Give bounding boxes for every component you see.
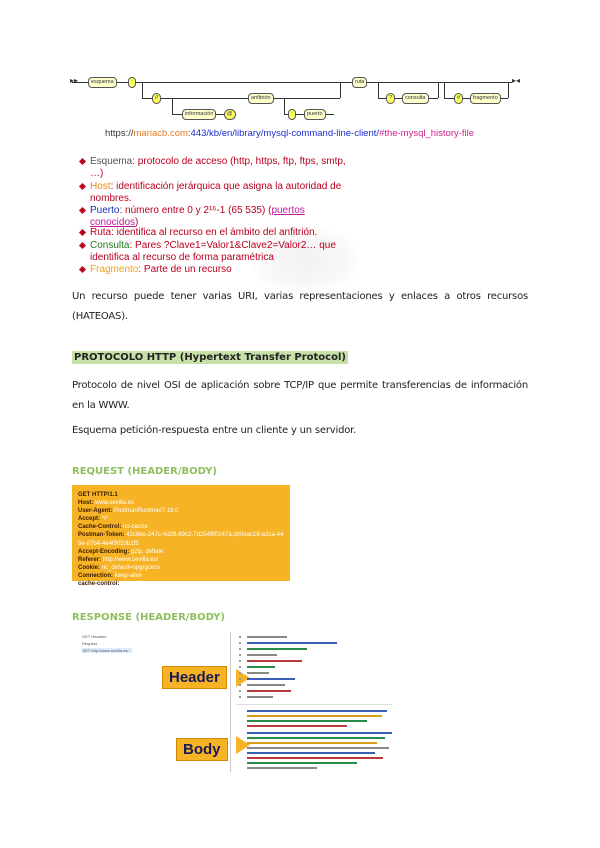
- request-line: Referer: http://www.sevilla.es/: [78, 556, 159, 563]
- diagram-start-marker: ▸▸: [70, 76, 79, 85]
- response-title: RESPONSE (HEADER/BODY): [72, 612, 225, 623]
- bullet-text: : identificación jerárquica que asigna la autoridad de nombres.: [90, 181, 342, 204]
- diamond-bullet-icon: [79, 158, 86, 165]
- section-title-text: PROTOCOLO HTTP (Hypertext Transfer Protocol): [74, 352, 346, 363]
- bullet-ruta: [80, 227, 350, 239]
- bullet-label: Fragmento: [90, 264, 139, 275]
- response-code-lines: [237, 634, 397, 770]
- node-colon-port: :: [288, 109, 296, 120]
- body-label: Body: [176, 738, 228, 761]
- request-example-box: [72, 485, 290, 588]
- left-row: Request: [82, 641, 97, 646]
- bullet-text: : identifica al recurso en el ámbito del anfitrión.: [111, 227, 318, 238]
- bullet-text: : Pares ?Clave1=Valor1&Clave2=Valor2… que identifica al recurso de forma paramétrica: [90, 240, 336, 263]
- request-line: GET HTTP/1.1: [78, 492, 118, 498]
- request-line: Postman-Token: 42c6be-247c-4d28-89c2-7d2548f0247a,d00eac19-a2ca-445e-87b4-4e4f9053b1f5: [78, 532, 284, 547]
- diagram-end-marker: ▸◂: [512, 76, 521, 85]
- request-line: Accept: */*: [78, 516, 109, 523]
- node-colon: :: [128, 77, 136, 88]
- request-line: cache-control: no-cache: [78, 581, 146, 588]
- bullet-text-after: ): [135, 216, 139, 228]
- paragraph-resources: Un recurso puede tener varias URI, varias representaciones y enlaces a otros recursos (HATEOAS).: [72, 291, 528, 322]
- node-consulta: consulta: [402, 93, 429, 104]
- left-row-selected[interactable]: GET http://www.sevilla.es/...: [82, 648, 132, 653]
- request-line: Accept-Encoding: gzip, deflate: [78, 548, 164, 555]
- request-line: Cookie: ric_default=spgrgcess: [78, 564, 161, 571]
- request-line: User-Agent: PostmanRuntime/7.19.0: [78, 508, 179, 515]
- node-puerto: puerto: [304, 109, 326, 120]
- example-url[interactable]: [105, 128, 474, 139]
- node-ruta: ruta: [352, 77, 367, 88]
- bullet-host: [80, 181, 350, 204]
- node-anfitrion: anfitrión: [248, 93, 274, 104]
- bullet-text: : número entre 0 y 2¹⁶-1 (65 535) (: [119, 205, 272, 216]
- left-row: GET Headers: [82, 634, 107, 639]
- node-question: ?: [386, 93, 395, 104]
- paragraph-http-definition: Protocolo de nivel OSI de aplicación sobre TCP/IP que permite transferencias de información en la WWW.: [72, 380, 528, 411]
- response-screenshot: [72, 632, 402, 772]
- url-syntax-diagram: [72, 70, 522, 118]
- bullet-label: Ruta: [90, 227, 112, 238]
- bullet-esquema: [80, 156, 350, 179]
- bullet-label: Puerto: [90, 205, 120, 216]
- diamond-bullet-icon: [79, 229, 86, 236]
- node-fragmento: fragmento: [470, 93, 501, 104]
- diamond-bullet-icon: [79, 207, 86, 214]
- bullet-text: : Parte de un recurso: [138, 264, 232, 275]
- node-esquema: esquema: [88, 77, 117, 88]
- bullet-label: Consulta: [90, 240, 130, 251]
- bullet-consulta: [80, 240, 350, 263]
- diamond-bullet-icon: [79, 266, 86, 273]
- request-title: REQUEST (HEADER/BODY): [72, 466, 217, 477]
- bullet-fragmento: [80, 264, 350, 276]
- bullet-puerto: [80, 205, 350, 228]
- paragraph-request-response: Esquema petición-respuesta entre un cliente y un servidor.: [72, 425, 357, 436]
- request-line: Cache-Control: no-cache: [78, 524, 148, 531]
- url-path: /kb/en/library/mysql-command-line-client/: [206, 128, 380, 139]
- url-fragment: #the-mysql_history-file: [379, 128, 475, 139]
- node-hash: #: [454, 93, 463, 104]
- url-scheme: https://: [105, 128, 134, 139]
- diamond-bullet-icon: [79, 242, 86, 249]
- diamond-bullet-icon: [79, 183, 86, 190]
- request-line: Host: www.sevilla.es: [78, 500, 135, 507]
- bullet-label: Host: [90, 181, 111, 192]
- bullet-label: Esquema: [90, 156, 133, 167]
- well-known-ports-link[interactable]: puertos conocidos: [90, 205, 305, 228]
- node-informacion: información: [182, 109, 216, 120]
- node-at: @: [224, 109, 236, 120]
- header-label: Header: [162, 666, 227, 689]
- bullet-text: : protocolo de acceso (http, https, ftp, ftps, smtp, …): [90, 156, 346, 179]
- section-title: [72, 352, 348, 363]
- url-port: :443: [187, 128, 207, 139]
- node-double-slash: //: [152, 93, 161, 104]
- response-left-panel: [72, 632, 182, 658]
- url-host: mariacb.com: [133, 128, 188, 139]
- request-line: Connection: keep-alive: [78, 572, 143, 579]
- divider: [230, 632, 231, 772]
